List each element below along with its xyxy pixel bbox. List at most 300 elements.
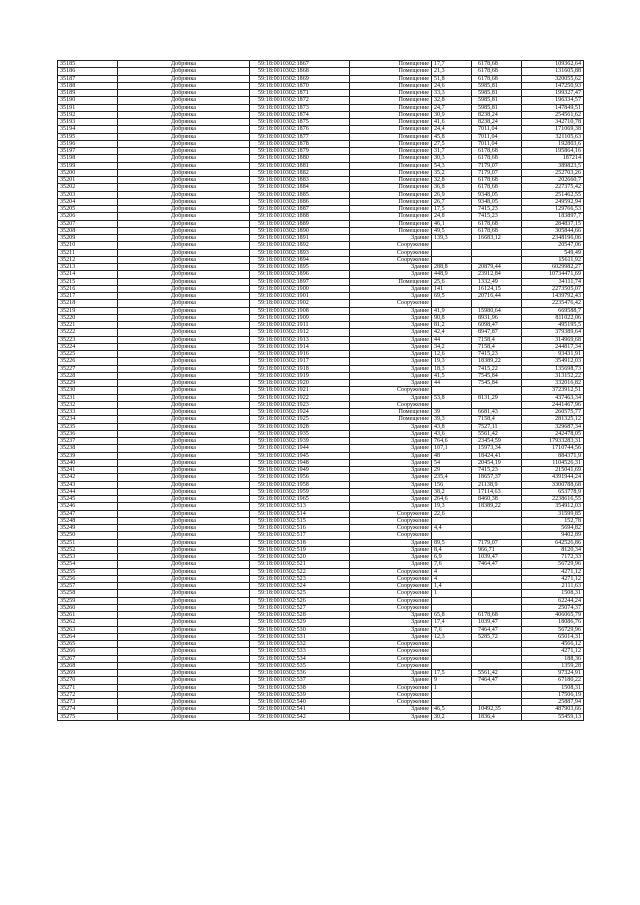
unit-value-cell: 7415,23 — [472, 351, 522, 358]
cadastral-number-cell: 59:18:0010302:1869 — [250, 75, 350, 82]
table-row — [58, 351, 584, 358]
record-number-cell: 35236 — [58, 430, 118, 437]
table-row — [58, 322, 584, 329]
area-cell: 30,3 — [432, 155, 472, 162]
table-row — [58, 293, 584, 300]
table-row — [58, 670, 584, 677]
area-cell: 6,9 — [432, 554, 472, 561]
area-cell: 25,6 — [432, 278, 472, 285]
locality-cell: Добрянка — [118, 452, 250, 459]
table-row — [58, 213, 584, 220]
record-number-cell: 35226 — [58, 358, 118, 365]
record-number-cell: 35204 — [58, 198, 118, 205]
record-number-cell: 35189 — [58, 90, 118, 97]
area-cell: 141 — [432, 285, 472, 292]
cadastral-number-cell: 59:18:0010302:1889 — [250, 220, 350, 227]
cadastral-number-cell: 59:18:0010302:1914 — [250, 343, 350, 350]
locality-cell: Добрянка — [118, 68, 250, 75]
cadastral-value-cell: 17933283,31 — [522, 438, 584, 445]
locality-cell: Добрянка — [118, 459, 250, 466]
record-number-cell: 35190 — [58, 97, 118, 104]
record-number-cell: 35212 — [58, 256, 118, 263]
cadastral-number-cell: 59:18:0010302:1878 — [250, 140, 350, 147]
locality-cell: Добрянка — [118, 496, 250, 503]
locality-cell: Добрянка — [118, 474, 250, 481]
object-type-cell: Помещение — [350, 111, 432, 118]
locality-cell: Добрянка — [118, 641, 250, 648]
cadastral-number-cell: 59:18:0010302:1913 — [250, 336, 350, 343]
cadastral-value-cell: 25887,94 — [522, 699, 584, 706]
record-number-cell: 35235 — [58, 423, 118, 430]
unit-value-cell: 7464,47 — [472, 561, 522, 568]
locality-cell: Добрянка — [118, 633, 250, 640]
unit-value-cell: 6178,68 — [472, 75, 522, 82]
area-cell: 17,4 — [432, 619, 472, 626]
cadastral-number-cell: 59:18:0010302:1949 — [250, 467, 350, 474]
record-number-cell: 35210 — [58, 242, 118, 249]
cadastral-value-cell: 227375,42 — [522, 184, 584, 191]
unit-value-cell — [472, 575, 522, 582]
object-type-cell: Сооружение — [350, 699, 432, 706]
record-number-cell: 35242 — [58, 474, 118, 481]
unit-value-cell — [472, 387, 522, 394]
unit-value-cell: 5285,72 — [472, 633, 522, 640]
area-cell — [432, 532, 472, 539]
object-type-cell: Помещение — [350, 61, 432, 68]
area-cell: 42,4 — [432, 329, 472, 336]
cadastral-value-cell: 2348196,06 — [522, 235, 584, 242]
unit-value-cell — [472, 641, 522, 648]
record-number-cell: 35231 — [58, 394, 118, 401]
table-row — [58, 641, 584, 648]
record-number-cell: 35273 — [58, 699, 118, 706]
table-row — [58, 575, 584, 582]
table-row — [58, 488, 584, 495]
object-type-cell: Здание — [350, 264, 432, 271]
locality-cell: Добрянка — [118, 539, 250, 546]
table-row — [58, 677, 584, 684]
table-row — [58, 220, 584, 227]
cadastral-value-cell: 332016,82 — [522, 380, 584, 387]
area-cell: 43,6 — [432, 430, 472, 437]
cadastral-number-cell: 59:18:0010302:1887 — [250, 206, 350, 213]
object-type-cell: Помещение — [350, 140, 432, 147]
cadastral-number-cell: 59:18:0010302:1877 — [250, 133, 350, 140]
object-type-cell: Сооружение — [350, 401, 432, 408]
cadastral-number-cell: 59:18:0010302:1890 — [250, 227, 350, 234]
cadastral-value-cell: 4391944,24 — [522, 474, 584, 481]
record-number-cell: 35195 — [58, 133, 118, 140]
area-cell: 32,8 — [432, 97, 472, 104]
locality-cell: Добрянка — [118, 271, 250, 278]
area-cell: 235,4 — [432, 474, 472, 481]
cadastral-number-cell: 59:18:0010302:526 — [250, 597, 350, 604]
area-cell: 30,9 — [432, 111, 472, 118]
area-cell — [432, 517, 472, 524]
record-number-cell: 35185 — [58, 61, 118, 68]
record-number-cell: 35272 — [58, 691, 118, 698]
locality-cell: Добрянка — [118, 148, 250, 155]
record-number-cell: 35238 — [58, 445, 118, 452]
cadastral-value-cell: 2111,63 — [522, 583, 584, 590]
table-row — [58, 249, 584, 256]
locality-cell: Добрянка — [118, 503, 250, 510]
record-number-cell: 35191 — [58, 104, 118, 111]
unit-value-cell: 7545,84 — [472, 372, 522, 379]
record-number-cell: 35267 — [58, 655, 118, 662]
table-row — [58, 423, 584, 430]
area-cell: 36,8 — [432, 184, 472, 191]
table-row — [58, 430, 584, 437]
cadastral-number-cell: 59:18:0010302:1918 — [250, 365, 350, 372]
area-cell: 107,1 — [432, 445, 472, 452]
table-row — [58, 111, 584, 118]
unit-value-cell — [472, 300, 522, 307]
locality-cell: Добрянка — [118, 111, 250, 118]
object-type-cell: Помещение — [350, 82, 432, 89]
cadastral-number-cell: 59:18:0010302:533 — [250, 648, 350, 655]
locality-cell: Добрянка — [118, 409, 250, 416]
area-cell — [432, 249, 472, 256]
area-cell: 44 — [432, 380, 472, 387]
table-row — [58, 561, 584, 568]
cadastral-value-cell: 342710,78 — [522, 119, 584, 126]
cadastral-value-cell: 642526,86 — [522, 539, 584, 546]
unit-value-cell: 6681,43 — [472, 409, 522, 416]
unit-value-cell: 7158,4 — [472, 416, 522, 423]
object-type-cell: Здание — [350, 619, 432, 626]
area-cell: 27,5 — [432, 140, 472, 147]
cadastral-value-cell: 62244,24 — [522, 597, 584, 604]
cadastral-value-cell: 202660,7 — [522, 177, 584, 184]
cadastral-value-cell: 9402,89 — [522, 532, 584, 539]
cadastral-number-cell: 59:18:0010302:517 — [250, 532, 350, 539]
cadastral-value-cell: 811022,06 — [522, 314, 584, 321]
cadastral-value-cell: 34111,74 — [522, 278, 584, 285]
area-cell: 8,4 — [432, 546, 472, 553]
record-number-cell: 35253 — [58, 554, 118, 561]
locality-cell: Добрянка — [118, 264, 250, 271]
locality-cell: Добрянка — [118, 445, 250, 452]
object-type-cell: Здание — [350, 322, 432, 329]
cadastral-number-cell: 59:18:0010302:1945 — [250, 452, 350, 459]
table-row — [58, 61, 584, 68]
locality-cell: Добрянка — [118, 684, 250, 691]
locality-cell: Добрянка — [118, 300, 250, 307]
locality-cell: Добрянка — [118, 358, 250, 365]
cadastral-value-cell: 8120,34 — [522, 546, 584, 553]
locality-cell: Добрянка — [118, 191, 250, 198]
locality-cell: Добрянка — [118, 677, 250, 684]
locality-cell: Добрянка — [118, 590, 250, 597]
locality-cell: Добрянка — [118, 575, 250, 582]
cadastral-value-cell: 5694,82 — [522, 525, 584, 532]
record-number-cell: 35263 — [58, 626, 118, 633]
area-cell: 12,6 — [432, 351, 472, 358]
unit-value-cell — [472, 583, 522, 590]
unit-value-cell: 10492,35 — [472, 706, 522, 713]
unit-value-cell — [472, 662, 522, 669]
locality-cell: Добрянка — [118, 213, 250, 220]
cadastral-number-cell: 59:18:0010302:1896 — [250, 271, 350, 278]
unit-value-cell: 7179,07 — [472, 539, 522, 546]
object-type-cell: Помещение — [350, 278, 432, 285]
locality-cell: Добрянка — [118, 597, 250, 604]
unit-value-cell: 23912,84 — [472, 271, 522, 278]
object-type-cell: Сооружение — [350, 648, 432, 655]
cadastral-value-cell: 252703,26 — [522, 169, 584, 176]
unit-value-cell: 6098,47 — [472, 322, 522, 329]
unit-value-cell: 6178,68 — [472, 155, 522, 162]
object-type-cell: Здание — [350, 271, 432, 278]
table-row — [58, 503, 584, 510]
cadastral-number-cell: 59:18:0010302:1881 — [250, 162, 350, 169]
area-cell: 46,1 — [432, 220, 472, 227]
area-cell: 89,5 — [432, 539, 472, 546]
cadastral-value-cell: 4271,12 — [522, 648, 584, 655]
unit-value-cell — [472, 532, 522, 539]
unit-value-cell: 1836,4 — [472, 713, 522, 720]
record-number-cell: 35206 — [58, 213, 118, 220]
unit-value-cell: 7415,23 — [472, 213, 522, 220]
locality-cell: Добрянка — [118, 104, 250, 111]
table-row — [58, 133, 584, 140]
unit-value-cell: 5985,81 — [472, 82, 522, 89]
locality-cell: Добрянка — [118, 314, 250, 321]
cadastral-value-cell: 147849,51 — [522, 104, 584, 111]
record-number-cell: 35245 — [58, 496, 118, 503]
unit-value-cell — [472, 655, 522, 662]
unit-value-cell: 8947,87 — [472, 329, 522, 336]
object-type-cell: Сооружение — [350, 590, 432, 597]
cadastral-number-cell: 59:18:0010302:523 — [250, 575, 350, 582]
locality-cell: Добрянка — [118, 612, 250, 619]
area-cell: 26,7 — [432, 198, 472, 205]
unit-value-cell: 6178,68 — [472, 227, 522, 234]
table-row — [58, 554, 584, 561]
locality-cell: Добрянка — [118, 119, 250, 126]
unit-value-cell — [472, 684, 522, 691]
area-cell: 33,3 — [432, 90, 472, 97]
object-type-cell: Здание — [350, 394, 432, 401]
area-cell: 1 — [432, 590, 472, 597]
cadastral-number-cell: 59:18:0010302:513 — [250, 503, 350, 510]
table-row — [58, 90, 584, 97]
cadastral-value-cell: 56729,96 — [522, 626, 584, 633]
table-row — [58, 452, 584, 459]
cadastral-value-cell: 1439792,43 — [522, 293, 584, 300]
unit-value-cell — [472, 604, 522, 611]
cadastral-number-cell: 59:18:0010302:1873 — [250, 104, 350, 111]
cadastral-number-cell: 59:18:0010302:1874 — [250, 111, 350, 118]
object-type-cell: Здание — [350, 706, 432, 713]
unit-value-cell: 5561,42 — [472, 430, 522, 437]
cadastral-number-cell: 59:18:0010302:515 — [250, 517, 350, 524]
record-number-cell: 35257 — [58, 583, 118, 590]
unit-value-cell — [472, 699, 522, 706]
table-row — [58, 517, 584, 524]
locality-cell: Добрянка — [118, 706, 250, 713]
cadastral-value-cell: 67180,22 — [522, 677, 584, 684]
locality-cell: Добрянка — [118, 568, 250, 575]
locality-cell: Добрянка — [118, 438, 250, 445]
record-number-cell: 35247 — [58, 510, 118, 517]
table-row — [58, 662, 584, 669]
table-row — [58, 481, 584, 488]
locality-cell: Добрянка — [118, 416, 250, 423]
table-row — [58, 546, 584, 553]
locality-cell: Добрянка — [118, 561, 250, 568]
cadastral-value-cell: 196334,57 — [522, 97, 584, 104]
locality-cell: Добрянка — [118, 662, 250, 669]
area-cell — [432, 604, 472, 611]
unit-value-cell: 7158,4 — [472, 336, 522, 343]
cadastral-value-cell: 195864,16 — [522, 148, 584, 155]
cadastral-value-cell: 329687,34 — [522, 423, 584, 430]
area-cell: 4 — [432, 568, 472, 575]
object-type-cell: Здание — [350, 554, 432, 561]
cadastral-number-cell: 59:18:0010302:1923 — [250, 401, 350, 408]
record-number-cell: 35221 — [58, 322, 118, 329]
object-type-cell: Здание — [350, 329, 432, 336]
cadastral-value-cell: 56729,96 — [522, 561, 584, 568]
unit-value-cell: 8238,24 — [472, 111, 522, 118]
table-row — [58, 496, 584, 503]
object-type-cell: Здание — [350, 459, 432, 466]
area-cell: 764,6 — [432, 438, 472, 445]
locality-cell: Добрянка — [118, 206, 250, 213]
unit-value-cell: 7415,23 — [472, 206, 522, 213]
unit-value-cell: 23454,59 — [472, 438, 522, 445]
cadastral-number-cell: 59:18:0010302:1883 — [250, 177, 350, 184]
locality-cell: Добрянка — [118, 365, 250, 372]
object-type-cell: Помещение — [350, 220, 432, 227]
unit-value-cell: 8131,29 — [472, 394, 522, 401]
table-row — [58, 169, 584, 176]
object-type-cell: Здание — [350, 677, 432, 684]
cadastral-value-cell: 2238616,55 — [522, 496, 584, 503]
table-row — [58, 604, 584, 611]
record-number-cell: 35192 — [58, 111, 118, 118]
locality-cell: Добрянка — [118, 670, 250, 677]
object-type-cell: Здание — [350, 626, 432, 633]
unit-value-cell: 7179,07 — [472, 169, 522, 176]
locality-cell: Добрянка — [118, 220, 250, 227]
cadastral-value-cell: 314969,68 — [522, 336, 584, 343]
cadastral-value-cell: 65014,31 — [522, 633, 584, 640]
cadastral-value-cell: 653778,9 — [522, 488, 584, 495]
area-cell: 139,3 — [432, 235, 472, 242]
unit-value-cell: 7415,23 — [472, 467, 522, 474]
locality-cell: Добрянка — [118, 554, 250, 561]
record-number-cell: 35207 — [58, 220, 118, 227]
record-number-cell: 35249 — [58, 525, 118, 532]
cadastral-number-cell: 59:18:0010302:1948 — [250, 459, 350, 466]
table-row — [58, 148, 584, 155]
object-type-cell: Сооружение — [350, 641, 432, 648]
table-row — [58, 684, 584, 691]
cadastral-number-cell: 59:18:0010302:1958 — [250, 481, 350, 488]
area-cell — [432, 662, 472, 669]
table-row — [58, 699, 584, 706]
record-number-cell: 35260 — [58, 604, 118, 611]
record-number-cell: 35220 — [58, 314, 118, 321]
unit-value-cell: 15980,64 — [472, 307, 522, 314]
locality-cell: Добрянка — [118, 517, 250, 524]
cadastral-value-cell: 3723912,51 — [522, 387, 584, 394]
record-number-cell: 35209 — [58, 235, 118, 242]
cadastral-number-cell: 59:18:0010302:529 — [250, 619, 350, 626]
object-type-cell: Сооружение — [350, 583, 432, 590]
object-type-cell: Здание — [350, 314, 432, 321]
table-row — [58, 97, 584, 104]
locality-cell: Добрянка — [118, 343, 250, 350]
unit-value-cell: 5561,42 — [472, 670, 522, 677]
cadastral-value-cell: 260575,77 — [522, 409, 584, 416]
area-cell — [432, 401, 472, 408]
record-number-cell: 35203 — [58, 191, 118, 198]
area-cell: 1 — [432, 684, 472, 691]
area-cell: 24,4 — [432, 126, 472, 133]
record-number-cell: 35265 — [58, 641, 118, 648]
object-type-cell: Помещение — [350, 213, 432, 220]
record-number-cell: 35254 — [58, 561, 118, 568]
cadastral-value-cell: 135698,73 — [522, 365, 584, 372]
cadastral-number-cell: 59:18:0010302:1944 — [250, 445, 350, 452]
table-row — [58, 198, 584, 205]
unit-value-cell — [472, 648, 522, 655]
object-type-cell: Помещение — [350, 169, 432, 176]
object-type-cell: Помещение — [350, 409, 432, 416]
cadastral-value-cell: 31599,85 — [522, 510, 584, 517]
locality-cell: Добрянка — [118, 387, 250, 394]
area-cell: 48 — [432, 452, 472, 459]
table-row — [58, 206, 584, 213]
object-type-cell: Сооружение — [350, 256, 432, 263]
area-cell — [432, 655, 472, 662]
unit-value-cell: 8931,96 — [472, 314, 522, 321]
cadastral-value-cell: 6029982,27 — [522, 264, 584, 271]
object-type-cell: Здание — [350, 452, 432, 459]
cadastral-number-cell: 59:18:0010302:1916 — [250, 351, 350, 358]
cadastral-value-cell: 1104526,31 — [522, 459, 584, 466]
area-cell: 53,8 — [432, 394, 472, 401]
cadastral-value-cell: 251462,55 — [522, 191, 584, 198]
record-number-cell: 35214 — [58, 271, 118, 278]
object-type-cell: Помещение — [350, 177, 432, 184]
unit-value-cell: 7011,04 — [472, 140, 522, 147]
area-cell: 29 — [432, 467, 472, 474]
record-number-cell: 35215 — [58, 278, 118, 285]
cadastral-value-cell: 437463,34 — [522, 394, 584, 401]
table-row — [58, 655, 584, 662]
locality-cell: Добрянка — [118, 249, 250, 256]
unit-value-cell: 21138,9 — [472, 481, 522, 488]
unit-value-cell: 7527,11 — [472, 423, 522, 430]
table-row — [58, 300, 584, 307]
area-cell: 54 — [432, 459, 472, 466]
locality-cell: Добрянка — [118, 655, 250, 662]
object-type-cell: Здание — [350, 365, 432, 372]
cadastral-value-cell: 242478,05 — [522, 430, 584, 437]
locality-cell: Добрянка — [118, 322, 250, 329]
area-cell: 35,2 — [432, 169, 472, 176]
object-type-cell: Сооружение — [350, 597, 432, 604]
area-cell — [432, 300, 472, 307]
cadastral-number-cell: 59:18:0010302:1909 — [250, 314, 350, 321]
cadastral-number-cell: 59:18:0010302:1893 — [250, 249, 350, 256]
table-row — [58, 285, 584, 292]
